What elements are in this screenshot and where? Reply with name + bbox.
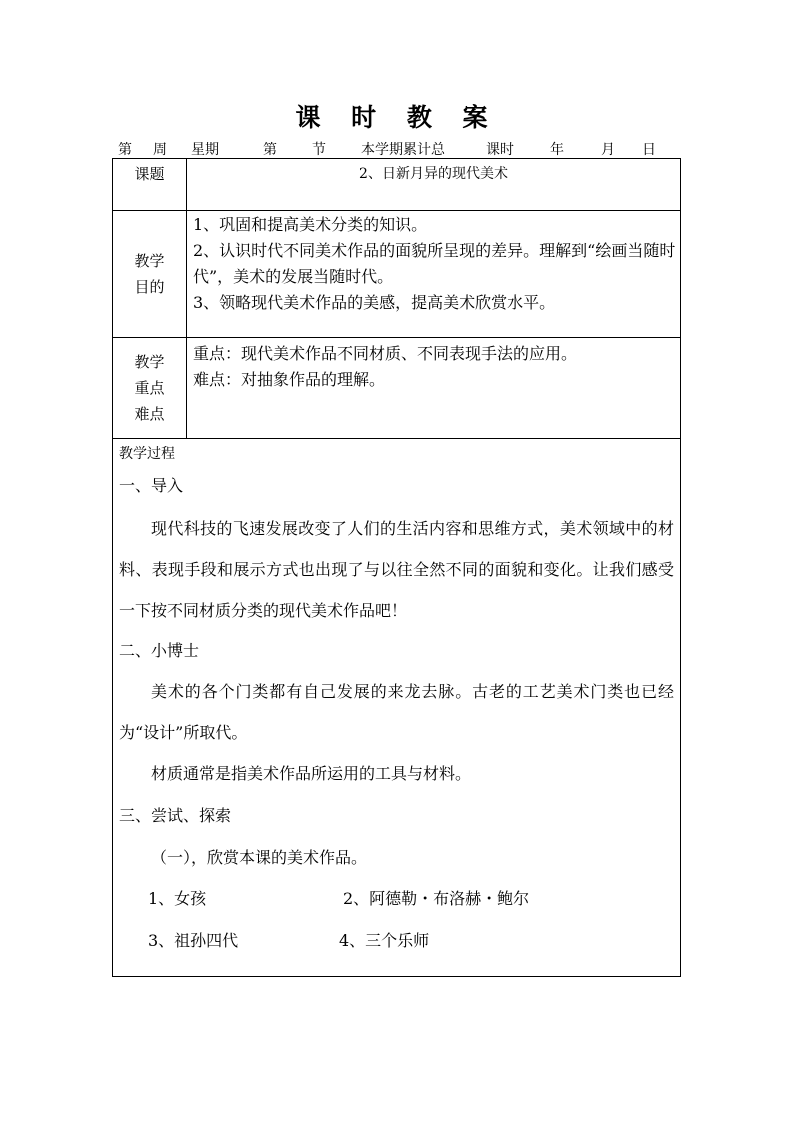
- goals-label-line-2: 目的: [134, 278, 165, 296]
- topic-row: [113, 159, 681, 211]
- section-heading: 一、导入: [119, 476, 184, 495]
- focus-content-cell: [187, 338, 681, 439]
- document-title: 课 时 教 案: [295, 103, 499, 132]
- process-title: 教学过程: [119, 446, 175, 462]
- work-item: 4、三个乐师: [339, 931, 430, 950]
- period-suffix: 节: [312, 142, 326, 158]
- week-prefix: 第: [118, 142, 132, 158]
- focus-item: 重点：现代美术作品不同材质、不同表现手法的应用。: [193, 344, 578, 363]
- focus-row: [113, 338, 681, 439]
- focus-label-cell: [113, 338, 187, 439]
- hours-label: 课时: [486, 142, 514, 158]
- section-subheading: （一），欣赏本课的美术作品。: [151, 848, 368, 867]
- focus-label-line-1: 教学: [134, 353, 165, 371]
- focus-label-line-2: 重点: [134, 379, 165, 397]
- weekday-label: 星期: [191, 142, 219, 158]
- semester-total-label: 本学期累计总: [361, 142, 445, 158]
- focus-label-line-3: 难点: [134, 405, 165, 423]
- works-row: [119, 878, 674, 920]
- goals-label-cell: [113, 211, 187, 338]
- process-row: [113, 439, 681, 977]
- topic-value-cell: [187, 159, 681, 211]
- month-label: 月: [601, 142, 615, 158]
- works-row: [119, 920, 674, 962]
- goal-item: 3、领略现代美术作品的美感，提高美术欣赏水平。: [193, 293, 556, 312]
- topic-value: 2、日新月异的现代美术: [359, 166, 508, 182]
- goals-row: [113, 211, 681, 338]
- topic-label-cell: [113, 159, 187, 211]
- day-label: 日: [642, 142, 656, 158]
- section-paragraph: 现代科技的飞速发展改变了人们的生活内容和思维方式，美术领域中的材料、表现手段和展示方式也出现了与以往全然不同的面貌和变化。让我们感受一下按不同材质分类的现代美术作品吧！: [119, 519, 674, 620]
- period-prefix: 第: [263, 142, 277, 158]
- year-label: 年: [550, 142, 564, 158]
- goal-item: 1、巩固和提高美术分类的知识。: [193, 215, 428, 234]
- work-item: 3、祖孙四代: [148, 931, 239, 950]
- work-item: 1、女孩: [148, 889, 207, 908]
- topic-label: 课题: [134, 165, 165, 183]
- process-cell: [113, 439, 681, 977]
- work-item: 2、阿德勒・布洛赫・鲍尔: [343, 889, 530, 908]
- week-suffix: 周: [153, 142, 167, 158]
- lesson-plan-table: [112, 158, 681, 977]
- lesson-info-line: [118, 139, 688, 159]
- section-paragraph: 材质通常是指美术作品所运用的工具与材料。: [151, 764, 472, 783]
- goal-item: 2、认识时代不同美术作品的面貌所呈现的差异。理解到“绘画当随时代”，美术的发展当随时代。: [193, 241, 676, 286]
- section-heading: 三、尝试、探索: [119, 806, 232, 825]
- focus-item: 难点：对抽象作品的理解。: [193, 370, 386, 389]
- section-paragraph: 美术的各个门类都有自己发展的来龙去脉。古老的工艺美术门类也已经为“设计”所取代。: [119, 682, 674, 742]
- section-heading: 二、小博士: [119, 641, 200, 660]
- goals-content-cell: [187, 211, 681, 338]
- goals-label-line-1: 教学: [134, 252, 165, 270]
